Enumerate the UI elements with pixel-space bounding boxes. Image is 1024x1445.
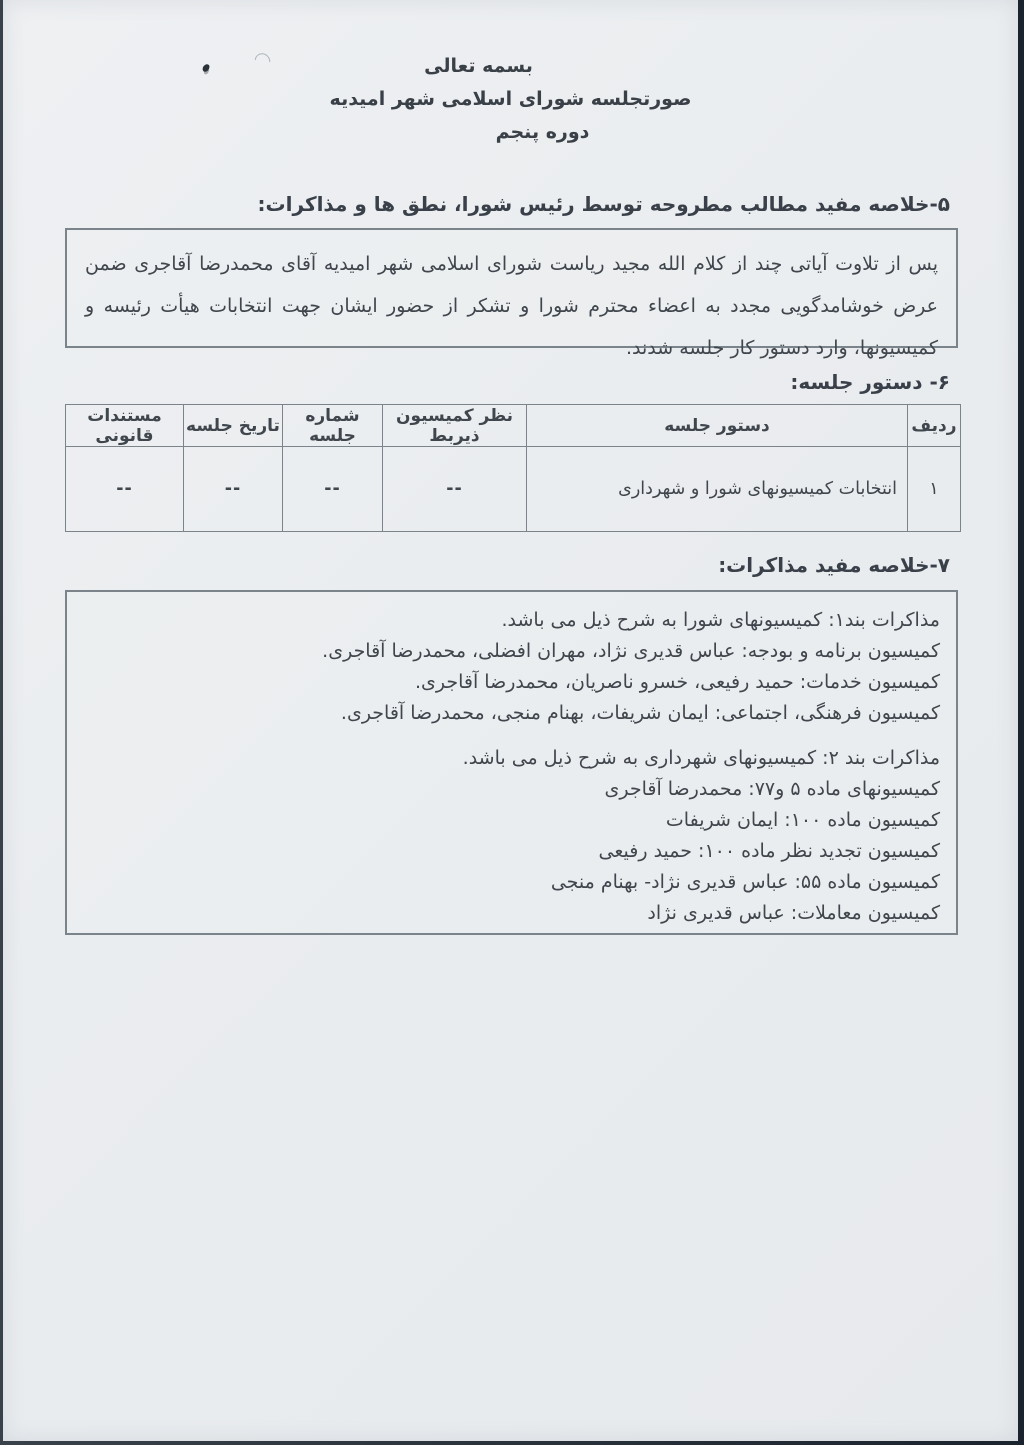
agenda-table <box>65 404 961 532</box>
section-5-summary-box <box>65 228 958 359</box>
document-page <box>3 0 1018 1441</box>
minutes-line: کمیسیون خدمات: حمید رفیعی، خسرو ناصریان، محمدرضا آقاجری. <box>414 671 940 693</box>
minutes-line: کمیسیون تجدید نظر ماده ۱۰۰: حمید رفیعی <box>598 840 940 862</box>
agenda-table-header-row <box>66 405 961 447</box>
minutes-line: کمیسیون برنامه و بودجه: عباس قدیری نژاد، مهران افضلی، محمدرضا آقاجری. <box>322 640 940 662</box>
section-7-title: ۷-خلاصه مفید مذاکرات: <box>718 553 950 577</box>
minutes-line: مذاکرات بند۱: کمیسیونهای شورا به شرح ذیل می باشد. <box>501 609 940 631</box>
document-header <box>3 50 1018 149</box>
header-cell-tarikh: تاریخ جلسه <box>184 405 283 447</box>
header-cell-mostanadat: مستندات قانونی <box>66 405 184 447</box>
minutes-line: کمیسیون معاملات: عباس قدیری نژاد <box>647 902 940 924</box>
section-6-title: ۶- دستور جلسه: <box>790 370 950 394</box>
document-title: صورتجلسه شورای اسلامی شهر امیدیه <box>329 88 692 110</box>
cell-dastur: انتخابات کمیسیونهای شورا و شهرداری <box>527 447 908 532</box>
section-5-summary-text: پس از تلاوت آیاتی چند از کلام الله مجید ریاست شورای اسلامی شهر امیدیه آقای محمدرضا آقاجری ضمن عرض خوشامدگویی مجدد به اعضاء محترم شورا و تشکر از حضور ایشان جهت انتخابات هیأت رئیسه و کمیسیونها، وارد دستور کار جلسه شدند. <box>85 253 938 359</box>
minutes-line: کمیسیونهای ماده ۵ و۷۷: محمدرضا آقاجری <box>604 778 940 800</box>
minutes-line: کمیسیون ماده ۵۵: عباس قدیری نژاد- بهنام منجی <box>550 871 940 893</box>
minutes-line: کمیسیون ماده ۱۰۰: ایمان شریفات <box>665 809 940 831</box>
section-5-title: ۵-خلاصه مفید مطالب مطروحه توسط رئیس شورا، نطق ها و مذاکرات: <box>257 192 950 216</box>
term-line: دوره پنجم <box>495 121 590 143</box>
minutes-line: مذاکرات بند ۲: کمیسیونهای شهرداری به شرح ذیل می باشد. <box>462 747 940 769</box>
agenda-table-row <box>66 447 961 532</box>
header-cell-shomare: شماره جلسه <box>283 405 383 447</box>
header-cell-dastur: دستور جلسه <box>527 405 908 447</box>
section-7-minutes-box <box>65 590 958 935</box>
header-cell-radif: ردیف <box>908 405 961 447</box>
cell-radif: ۱ <box>908 447 961 532</box>
cell-tarikh: -- <box>184 447 283 532</box>
minutes-line: کمیسیون فرهنگی، اجتماعی: ایمان شریفات، بهنام منجی، محمدرضا آقاجری. <box>340 702 940 724</box>
cell-mostanadat: -- <box>66 447 184 532</box>
cell-nazar: -- <box>383 447 527 532</box>
bismillah-line: بسمه تعالی <box>424 55 533 77</box>
header-cell-nazar: نظر کمیسیون ذیربط <box>383 405 527 447</box>
cell-shomare: -- <box>283 447 383 532</box>
